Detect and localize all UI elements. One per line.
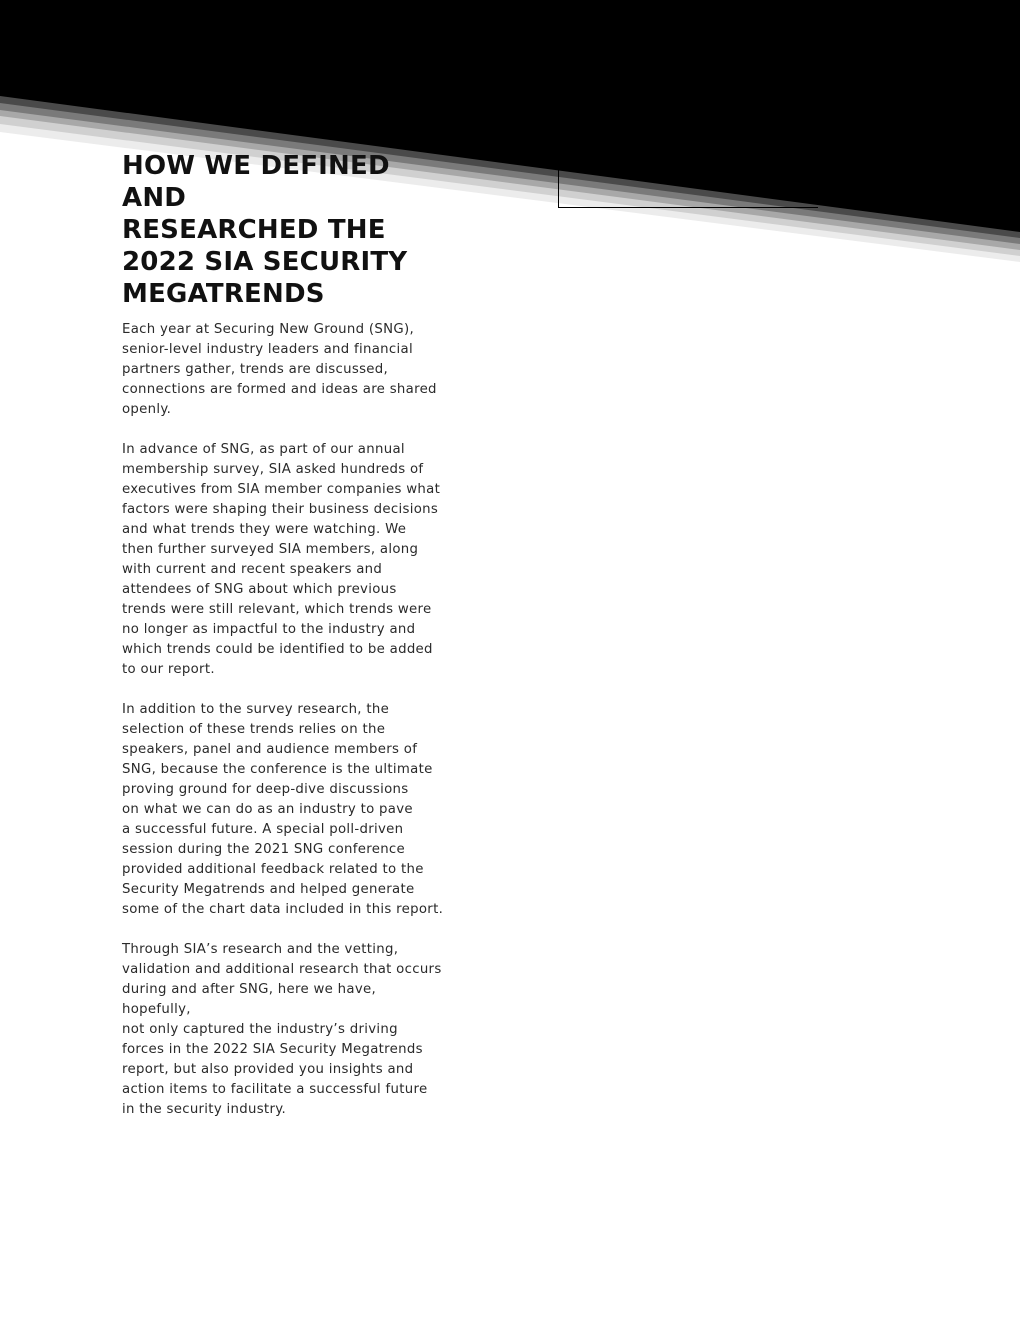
paragraph-line: a successful future. A special poll-driven [122,822,404,837]
paragraph-line: session during the 2021 SNG conference [122,842,406,857]
body-paragraph [122,320,447,420]
paragraph-line: and what trends they were watching. We [122,522,407,537]
paragraph-line: attendees of SNG about which previous [122,582,397,597]
paragraph-line: trends were still relevant, which trends were [122,602,432,617]
paragraph-line: which trends could be identified to be added [122,642,433,657]
paragraph-line: SNG, because the conference is the ultimate [122,762,433,777]
paragraph-line: selection of these trends relies on the [122,722,386,737]
paragraph-line: senior-level industry leaders and financial [122,342,413,357]
paragraph-line: Each year at Securing New Ground (SNG), [122,322,414,337]
paragraph-line: during and after SNG, here we have, hopefully, [122,982,377,1017]
paragraph-line: openly. [122,402,172,417]
paragraph-line: then further surveyed SIA members, along [122,542,419,557]
article-column [122,150,447,1140]
paragraph-line: some of the chart data included in this report. [122,902,444,917]
paragraph-line: Through SIA’s research and the vetting, [122,942,399,957]
paragraph-line: to our report. [122,662,215,677]
paragraph-line: no longer as impactful to the industry and [122,622,416,637]
paragraph-line: with current and recent speakers and [122,562,383,577]
paragraph-line: executives from SIA member companies what [122,482,441,497]
paragraph-line: action items to facilitate a successful future [122,1082,428,1097]
body-paragraph [122,940,447,1120]
article-body [122,320,447,1120]
paragraph-line: In addition to the survey research, the [122,702,390,717]
paragraph-line: validation and additional research that occurs [122,962,442,977]
paragraph-line: Security Megatrends and helped generate [122,882,415,897]
title-line: RESEARCHED THE [122,215,386,245]
body-paragraph [122,700,447,920]
title-line: 2022 SIA SECURITY [122,247,408,277]
paragraph-line: not only captured the industry’s driving [122,1022,398,1037]
paragraph-line: membership survey, SIA asked hundreds of [122,462,424,477]
paragraph-line: In advance of SNG, as part of our annual [122,442,405,457]
page-title [122,150,442,310]
paragraph-line: proving ground for deep-dive discussions [122,782,409,797]
paragraph-line: factors were shaping their business decisions [122,502,439,517]
title-line: HOW WE DEFINED AND [122,151,390,213]
title-line: MEGATRENDS [122,279,325,309]
paragraph-line: report, but also provided you insights and [122,1062,414,1077]
paragraph-line: speakers, panel and audience members of [122,742,418,757]
paragraph-line: forces in the 2022 SIA Security Megatrends [122,1042,423,1057]
body-paragraph [122,440,447,680]
paragraph-line: connections are formed and ideas are shared [122,382,437,397]
paragraph-line: partners gather, trends are discussed, [122,362,389,377]
paragraph-line: on what we can do as an industry to pave [122,802,413,817]
paragraph-line: in the security industry. [122,1102,287,1117]
paragraph-line: provided additional feedback related to the [122,862,424,877]
